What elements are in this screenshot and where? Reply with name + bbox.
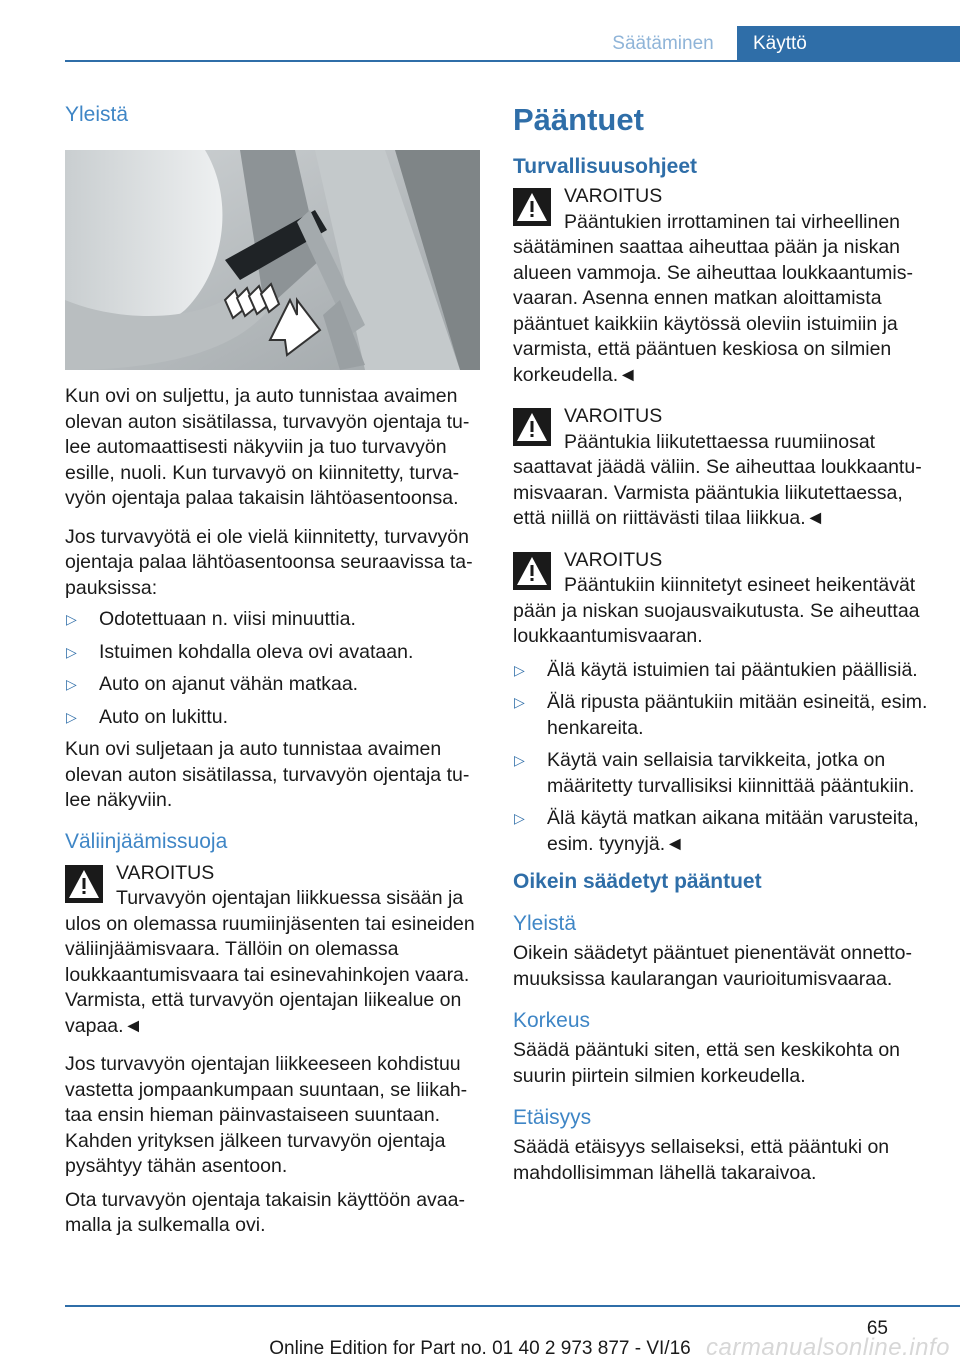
warning-text: Pääntukiin kiinnitetyt esineet heikentävät pään ja niskan suojausvaikutusta. Se aiheuttaa loukkaantumisvaaran. bbox=[513, 574, 920, 647]
seatbelt-presenter-illustration bbox=[65, 150, 480, 370]
triangle-bullet-icon: ▷ bbox=[514, 661, 525, 678]
heading-general: Yleistä bbox=[65, 103, 129, 126]
warning-label: VAROITUS bbox=[564, 548, 663, 571]
heading-safety: Turvallisuusohjeet bbox=[513, 155, 697, 178]
triangle-bullet-icon: ▷ bbox=[66, 611, 77, 627]
heading-distance: Etäisyys bbox=[513, 1106, 592, 1129]
warning-block bbox=[513, 548, 928, 650]
warning-block bbox=[513, 184, 928, 388]
warning-triangle-icon bbox=[65, 865, 103, 903]
page-number: 65 bbox=[866, 1318, 888, 1339]
heading-general-right: Yleistä bbox=[513, 912, 577, 935]
edition-footer: Online Edition for Part no. 01 40 2 973 877 - VI/16 bbox=[269, 1338, 691, 1359]
paragraph-distance: Säädä etäisyys sellaiseksi, että pääntuki on mahdollisimman lähellä takaraivoa. bbox=[513, 1136, 890, 1184]
warning-label: VAROITUS bbox=[564, 405, 663, 427]
list-item: ▷ Älä käytä matkan aikana mitään varusteita, esim. tyynyjä.◄ bbox=[514, 807, 919, 855]
chapter-tab[interactable]: Käyttö bbox=[737, 26, 960, 62]
right-column bbox=[513, 100, 928, 1186]
heading-correct-headrests: Oikein säädetyt pääntuet bbox=[513, 870, 762, 893]
footer-rule bbox=[65, 1305, 960, 1307]
paragraph-1: Kun ovi on suljettu, ja auto tunnistaa avaimen olevan auton sisätilassa, turvavyön ojentaja tulee automaattisesti näkyviin ja tuo turvavyön esille, nuoli. Kun turvavyö on kiinnitetty, turvavyön ojentaja palaa takaisin lähtöasentoonsa. bbox=[65, 385, 470, 509]
section-tab[interactable]: Säätäminen bbox=[612, 33, 714, 54]
list-item: ▷ Istuimen kohdalla oleva ovi avataan. bbox=[65, 640, 480, 666]
heading-height: Korkeus bbox=[513, 1009, 591, 1032]
warning-text: Pääntukia liikutettaessa ruumiinosat saattavat jäädä väliin. Se aiheuttaa loukkaantumisvaaran. Varmista pääntukia liikutettaessa, että niillä on riittävästi tilaa liikkua.◄ bbox=[513, 430, 922, 529]
warning-label: VAROITUS bbox=[116, 861, 215, 884]
warning-triangle-icon bbox=[513, 408, 551, 446]
list-item: ▷ Auto on ajanut vähän matkaa. bbox=[65, 672, 480, 698]
warning-text: Turvavyön ojentajan liikkuessa sisään ja ulos on olemassa ruumiinjäsenten tai esineiden väliinjäämisvaara. Tällöin on olemassa loukkaantumisvaara tai esinevahinkojen vaara. Varmista, että turvavyön ojentajan liikealue on vapaa.◄ bbox=[65, 887, 475, 1037]
triangle-bullet-icon: ▷ bbox=[66, 708, 77, 725]
warning-text: Pääntukien irrottaminen tai virheellinen säätäminen saattaa aiheuttaa pään ja niskan alueen vammoja. Se aiheuttaa loukkaantumisvaaran. Asenna ennen matkan aloittamista pääntuet kaikkiin käytössä oleviin istuimiin ja varmista, että pääntuen keskiosa on silmien korkeudella.◄ bbox=[513, 210, 913, 386]
watermark: carmanualsonline.info bbox=[706, 1334, 950, 1361]
paragraph-2: Jos turvavyötä ei ole vielä kiinnitetty, turvavyön ojentaja palaa lähtöasentoonsa seuraavissa tapauksissa: bbox=[65, 525, 473, 599]
list-item: ▷ Käytä vain sellaisia tarvikkeita, jotka on määritetty turvallisiksi kiinnittää pääntukiin. bbox=[514, 749, 915, 797]
warning-triangle-icon bbox=[513, 188, 551, 226]
list-item: ▷ Älä käytä istuimien tai pääntukien päällisiä. bbox=[513, 658, 928, 684]
paragraph-general: Oikein säädetyt pääntuet pienentävät onnettomuuksissa kaularangan vaurioitumisvaaraa. bbox=[513, 942, 912, 990]
heading-pinch-protection: Väliinjäämissuoja bbox=[65, 829, 228, 853]
warning-block bbox=[513, 404, 928, 532]
left-column bbox=[65, 100, 480, 1239]
right-bullet-list bbox=[513, 658, 928, 858]
paragraph-4: Jos turvavyön ojentajan liikkeeseen kohdistuu vastetta jompaankumpaan suuntaan, se liikahtaa ensin hieman päinvastaiseen suuntaan. Kahden yrityksen jälkeen turvavyön ojentaja pysähtyy tähän asentoon. bbox=[65, 1053, 468, 1177]
list-item: ▷ Älä ripusta pääntukiin mitään esineitä, esim. henkareita. bbox=[514, 691, 928, 739]
triangle-bullet-icon: ▷ bbox=[514, 810, 525, 826]
paragraph-height: Säädä pääntuki siten, että sen keskikohta on suurin piirtein silmien korkeudella. bbox=[513, 1039, 901, 1087]
paragraph-3: Kun ovi suljetaan ja auto tunnistaa avaimen olevan auton sisätilassa, turvavyön ojentaja tulee näkyviin. bbox=[65, 738, 470, 811]
list-item: ▷ Odotettuaan n. viisi minuuttia. bbox=[65, 607, 480, 633]
paragraph-5: Ota turvavyön ojentaja takaisin käyttöön avaamalla ja sulkemalla ovi. bbox=[65, 1188, 465, 1236]
warning-block bbox=[65, 861, 480, 1040]
triangle-bullet-icon: ▷ bbox=[66, 676, 77, 692]
triangle-bullet-icon: ▷ bbox=[514, 694, 525, 710]
triangle-bullet-icon: ▷ bbox=[514, 752, 525, 768]
left-bullet-list bbox=[65, 607, 480, 730]
triangle-bullet-icon: ▷ bbox=[66, 643, 77, 660]
warning-label: VAROITUS bbox=[564, 185, 663, 207]
warning-triangle-icon bbox=[513, 552, 551, 590]
page-title: Pääntuet bbox=[513, 102, 644, 137]
list-item: ▷ Auto on lukittu. bbox=[65, 705, 480, 731]
